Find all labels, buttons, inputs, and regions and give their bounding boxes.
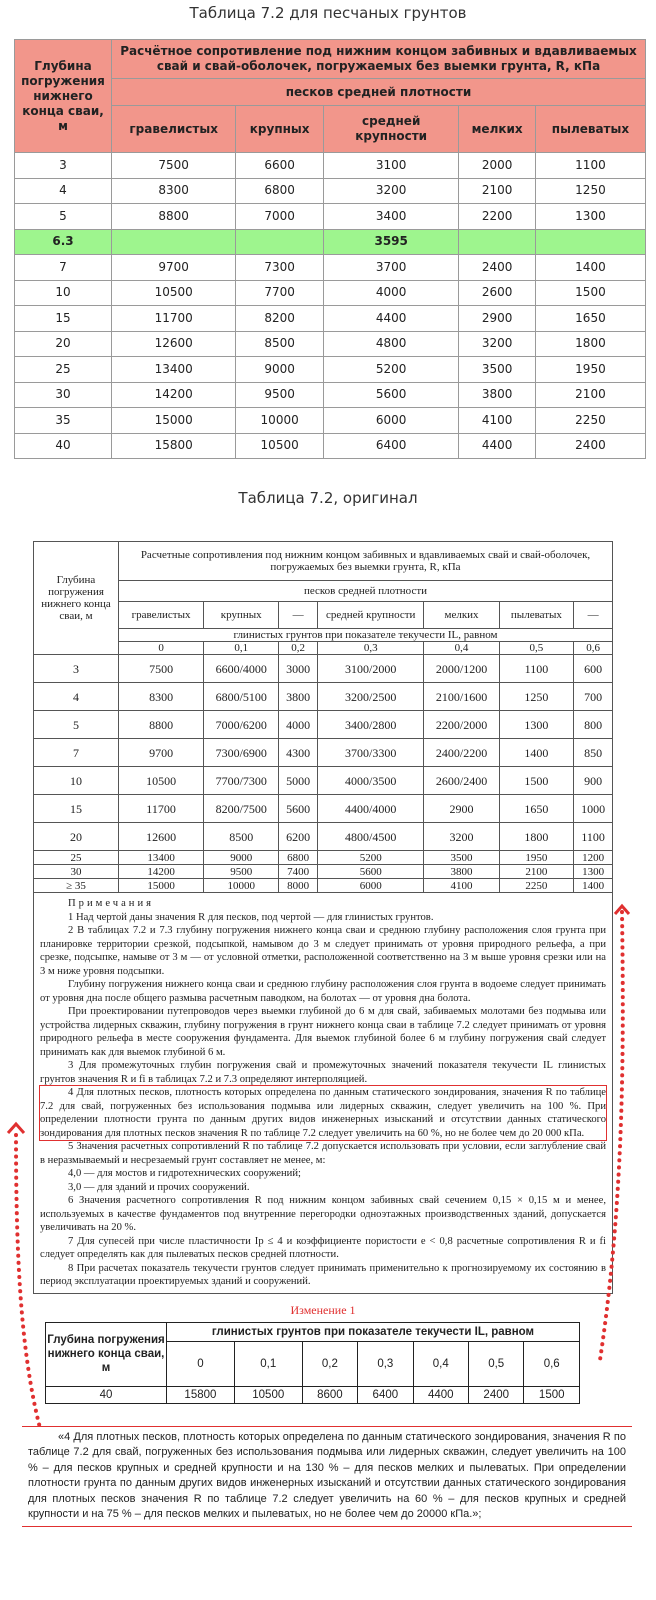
depth-cell: 30 (34, 865, 119, 879)
table-row (15, 229, 646, 255)
value-cell (236, 229, 324, 255)
sand-clay-value-cell: 2100/1600 (424, 683, 499, 711)
table-title-original: Таблица 7.2, оригинал (238, 489, 418, 507)
value-cell: 8500 (236, 331, 324, 357)
value-cell: 900 (574, 767, 613, 795)
column-header: пылеватых (499, 602, 574, 629)
il-value: 0,4 (424, 642, 499, 655)
note-paragraph: 3 Для промежуточных глубин погружения свай и промежуточных значений показателя текучести IL глинистых грунтов значения R и fi в таблицах 7.2 и 7.3 определяют интерполяцией. (40, 1060, 606, 1085)
depth-header: Глубина погружения нижнего конца сваи, м (15, 40, 112, 153)
depth-cell: 25 (34, 851, 119, 865)
value-cell: 3800 (459, 382, 536, 408)
sand-clay-value-cell: 2200/2000 (424, 711, 499, 739)
depth-header: Глубина погружения нижнего конца сваи, м (46, 1322, 167, 1386)
il-value: 0,1 (234, 1341, 302, 1386)
value-cell: 1500 (535, 280, 645, 306)
column-header: средней крупности (323, 106, 458, 153)
value-cell: 7700 (236, 280, 324, 306)
table-row (15, 433, 646, 459)
value-cell: 2100 (459, 178, 536, 204)
value-cell: 3800 (424, 865, 499, 879)
value-cell: 1250 (499, 683, 574, 711)
value-cell (535, 229, 645, 255)
sand-clay-value-cell: 8200/7500 (204, 795, 279, 823)
value-cell: 2400 (535, 433, 645, 459)
value-cell: 6000 (323, 408, 458, 434)
value-cell: 15000 (112, 408, 236, 434)
column-header: мелких (424, 602, 499, 629)
depth-cell: 3 (34, 655, 119, 683)
value-cell: 2250 (499, 879, 574, 893)
value-cell: 6000 (317, 879, 424, 893)
sand-clay-value-cell: 7300/6900 (204, 739, 279, 767)
value-cell: 3595 (323, 229, 458, 255)
value-cell: 3200 (424, 823, 499, 851)
value-cell: 1500 (499, 767, 574, 795)
sand-clay-value-cell: 4000/3500 (317, 767, 424, 795)
value-cell: 15800 (112, 433, 236, 459)
depth-header: Глубина погружения нижнего конца сваи, м (34, 542, 119, 655)
depth-cell: 7 (34, 739, 119, 767)
table-row (15, 306, 646, 332)
value-cell: 8500 (204, 823, 279, 851)
value-cell: 6800 (236, 178, 324, 204)
table-row (15, 204, 646, 230)
note-paragraph: 8 При расчетах показатель текучести грунтов следует принимать применительно к прогнозируемому их состоянию в период эксплуатации проектируемых зданий и сооружений. (40, 1262, 606, 1287)
depth-cell: 5 (15, 204, 112, 230)
column-header: средней крупности (317, 602, 424, 629)
table-row (15, 280, 646, 306)
value-cell: 9000 (204, 851, 279, 865)
value-cell: 13400 (112, 357, 236, 383)
table-row (34, 683, 613, 711)
table-row (15, 331, 646, 357)
value-cell: 4400 (413, 1386, 468, 1403)
depth-cell: 40 (46, 1386, 167, 1403)
table-row (34, 711, 613, 739)
value-cell: 12600 (119, 823, 204, 851)
value-cell: 2000 (459, 153, 536, 179)
value-cell: 10500 (234, 1386, 302, 1403)
value-cell: 5600 (323, 382, 458, 408)
value-cell: 1800 (535, 331, 645, 357)
table-row (15, 408, 646, 434)
table-row (15, 357, 646, 383)
value-cell: 4000 (323, 280, 458, 306)
value-cell: 6800 (279, 851, 318, 865)
depth-cell: 40 (15, 433, 112, 459)
note-paragraph: 1 Над чертой даны значения R для песков, под чертой — для глинистых грунтов. (68, 911, 434, 923)
value-cell: 1250 (535, 178, 645, 204)
value-cell: 5200 (317, 851, 424, 865)
table-row (34, 767, 613, 795)
value-cell: 5200 (323, 357, 458, 383)
note-paragraph: 7 Для супесей при числе пластичности Ip ≤ 4 и коэффициенте пористости e < 0,8 расчетные сопротивления R и fi следует определять как для пылеватых песков средней плотности. (40, 1235, 606, 1260)
value-cell: 10500 (119, 767, 204, 795)
table-row (34, 865, 613, 879)
value-cell: 4100 (459, 408, 536, 434)
value-cell: 1400 (535, 255, 645, 281)
il-value: 0,4 (413, 1341, 468, 1386)
value-cell: 10500 (112, 280, 236, 306)
value-cell: 850 (574, 739, 613, 767)
il-value: 0,6 (524, 1341, 580, 1386)
value-cell: 2900 (459, 306, 536, 332)
value-cell: 700 (574, 683, 613, 711)
column-header: пылеватых (535, 106, 645, 153)
value-cell: 6200 (279, 823, 318, 851)
sand-clay-value-cell: 3200/2500 (317, 683, 424, 711)
value-cell: 1300 (499, 711, 574, 739)
il-value: 0 (119, 642, 204, 655)
sand-clay-value-cell: 7700/7300 (204, 767, 279, 795)
value-cell: 1200 (574, 851, 613, 865)
value-cell: 9700 (119, 739, 204, 767)
value-cell: 1950 (499, 851, 574, 865)
value-cell: 2900 (424, 795, 499, 823)
value-cell: 4400 (323, 306, 458, 332)
depth-cell: 35 (15, 408, 112, 434)
table-row (15, 178, 646, 204)
value-cell: 7000 (236, 204, 324, 230)
note-paragraph: При проектировании путепроводов через выемки глубиной до 6 м для свай, забиваемых молотами без подмыва или устройства лидерных скважин, глубину погружения в грунт нижнего конца сваи в таблице 7.2 следует принимать от уровня природного рельефа в месте сооружения фундамента. Для выемок глубиной более 6 м глубину погружения свай следует принимать как для выемок глубиной 6 м. (40, 1006, 606, 1058)
depth-cell: 15 (34, 795, 119, 823)
value-cell: 4300 (279, 739, 318, 767)
value-cell: 14200 (119, 865, 204, 879)
value-cell: 1100 (499, 655, 574, 683)
value-cell: 1800 (499, 823, 574, 851)
depth-cell: 15 (15, 306, 112, 332)
change-label: Изменение 1 (290, 1302, 356, 1317)
note-paragraph: 3,0 — для зданий и прочих сооружений. (68, 1181, 250, 1193)
note-paragraph: 4,0 — для мостов и гидротехнических сооружений; (68, 1168, 301, 1179)
column-header: мелких (459, 106, 536, 153)
value-cell: 1650 (535, 306, 645, 332)
column-header: крупных (204, 602, 279, 629)
sand-clay-value-cell: 3100/2000 (317, 655, 424, 683)
value-cell: 9500 (236, 382, 324, 408)
sand-clay-value-cell: 6800/5100 (204, 683, 279, 711)
table-row (15, 153, 646, 179)
main-header: Расчётное сопротивление под нижним концом забивных и вдавливаемых свай и свай-оболочек, погружаемых без выемки грунта, R, кПа (112, 40, 646, 79)
value-cell: 3000 (279, 655, 318, 683)
note-paragraph: 5 Значения расчетных сопротивлений R по таблице 7.2 допускается использовать при условии, если заглубление свай в неразмываемый и несрезаемый грунт составляет не менее, м: (40, 1141, 606, 1166)
table-row (34, 823, 613, 851)
value-cell: 5600 (317, 865, 424, 879)
value-cell: 8000 (279, 879, 318, 893)
sand-clay-value-cell: 2000/1200 (424, 655, 499, 683)
value-cell: 4000 (279, 711, 318, 739)
value-cell: 800 (574, 711, 613, 739)
note-paragraph: 2 В таблицах 7.2 и 7.3 глубину погружения нижнего конца сваи и среднюю глубину расположения слоя грунта при планировке территории срезкой, подсыпкой, намывом до 3 м следует принимать от уровня природного рельефа, а при срезке, подсыпке, намыве от 3 м — от условной отметки, расположенной соответственно на 3 м выше уровня срезки или на 3 м ниже уровня подсыпки. (40, 925, 606, 977)
depth-cell: 6.3 (15, 229, 112, 255)
value-cell: 1650 (499, 795, 574, 823)
amendment-table (45, 1322, 580, 1404)
value-cell: 9000 (236, 357, 324, 383)
il-value: 0,2 (279, 642, 318, 655)
value-cell: 2200 (459, 204, 536, 230)
table-row (34, 795, 613, 823)
value-cell (112, 229, 236, 255)
sub-header: песков средней плотности (112, 79, 646, 106)
value-cell: 7300 (236, 255, 324, 281)
value-cell: 4100 (424, 879, 499, 893)
value-cell (459, 229, 536, 255)
value-cell: 3500 (459, 357, 536, 383)
value-cell: 1000 (574, 795, 613, 823)
sand-clay-value-cell: 3400/2800 (317, 711, 424, 739)
depth-cell: 5 (34, 711, 119, 739)
il-value: 0,3 (317, 642, 424, 655)
sand-clay-value-cell: 7000/6200 (204, 711, 279, 739)
depth-cell: 7 (15, 255, 112, 281)
value-cell: 6400 (323, 433, 458, 459)
amendment-text: «4 Для плотных песков, плотность которых определена по данным статического зондирования, значения R по таблице 7.2 для свай, погруженных без использования подмыва или лидерных скважин, следует увеличить на 100 % – для песков крупных и средней крупности и на 130 % – для песков мелких и пылеватых. При определении плотности грунта по данным других видов инженерных изысканий и отсутствии данных статического зондирования для плотных песков значения R по таблице 7.2 следует увеличить на 60 % – для песков крупных и средней крупности и на 75 % – для песков мелких и пылеватых, но не более чем до 20000 кПа.»; (28, 1430, 626, 1521)
table-row (15, 255, 646, 281)
sandy-soils-table (14, 39, 646, 459)
value-cell: 2250 (535, 408, 645, 434)
value-cell: 3200 (323, 178, 458, 204)
column-header: — (574, 602, 613, 629)
il-value: 0,6 (574, 642, 613, 655)
value-cell: 2400 (459, 255, 536, 281)
value-cell: 8300 (119, 683, 204, 711)
sand-clay-value-cell: 6600/4000 (204, 655, 279, 683)
sand-clay-value-cell: 2600/2400 (424, 767, 499, 795)
value-cell: 3700 (323, 255, 458, 281)
depth-cell: 20 (15, 331, 112, 357)
column-header: гравелистых (119, 602, 204, 629)
column-header: гравелистых (112, 106, 236, 153)
column-header: — (279, 602, 318, 629)
value-cell: 11700 (119, 795, 204, 823)
value-cell: 7500 (112, 153, 236, 179)
note-paragraph: 4 Для плотных песков, плотность которых определена по данным статического зондирования, значения R по таблице 7.2 для свай, погруженных без использования подмыва или лидерных скважин, следует увеличить на 100 %. При определении плотности грунта по данным других видов инженерных изысканий и отсутствии данных статического зондирования для плотных песков значения R по таблице 7.2 следует увеличить на 60 %, но не более чем до 20 000 кПа. (40, 1087, 606, 1139)
value-cell: 3800 (279, 683, 318, 711)
value-cell: 1400 (574, 879, 613, 893)
arrow-head-icon (8, 1124, 24, 1133)
value-cell: 3400 (323, 204, 458, 230)
notes-heading: Примечания (68, 898, 154, 909)
value-cell: 7500 (119, 655, 204, 683)
note-paragraph: Глубину погружения нижнего конца сваи и среднюю глубину расположения слоя грунта в водоеме следует принимать от уровня дна после общего размыва расчетным паводком, на болотах — от уровня дна болота. (40, 979, 606, 1004)
note-paragraph: 6 Значения расчетного сопротивления R под нижним концом забивных свай сечением 0,15 × 0,15 м и менее, используемых в качестве фундаментов под внутренние перегородки одноэтажных производственных зданий, допускается увеличивать на 20 %. (40, 1195, 606, 1233)
value-cell: 10500 (236, 433, 324, 459)
il-value: 0,2 (302, 1341, 357, 1386)
value-cell: 10000 (236, 408, 324, 434)
value-cell: 14200 (112, 382, 236, 408)
value-cell: 1500 (524, 1386, 580, 1403)
value-cell: 6600 (236, 153, 324, 179)
value-cell: 3200 (459, 331, 536, 357)
value-cell: 5000 (279, 767, 318, 795)
sub-header: песков средней плотности (119, 581, 613, 602)
depth-cell: 4 (34, 683, 119, 711)
value-cell: 2100 (535, 382, 645, 408)
value-cell: 11700 (112, 306, 236, 332)
value-cell: 8300 (112, 178, 236, 204)
depth-cell: 25 (15, 357, 112, 383)
value-cell: 3100 (323, 153, 458, 179)
value-cell: 15000 (119, 879, 204, 893)
value-cell: 9500 (204, 865, 279, 879)
table-row (15, 382, 646, 408)
value-cell: 8800 (119, 711, 204, 739)
depth-cell: 4 (15, 178, 112, 204)
sand-clay-value-cell: 2400/2200 (424, 739, 499, 767)
table-row (34, 851, 613, 865)
value-cell: 8600 (302, 1386, 357, 1403)
sand-clay-value-cell: 3700/3300 (317, 739, 424, 767)
value-cell: 13400 (119, 851, 204, 865)
il-value: 0,1 (204, 642, 279, 655)
il-value: 0,3 (358, 1341, 413, 1386)
value-cell: 2100 (499, 865, 574, 879)
sand-clay-value-cell: 4800/4500 (317, 823, 424, 851)
value-cell: 1100 (574, 823, 613, 851)
arrow-head-icon (615, 906, 629, 914)
notes (33, 893, 613, 1294)
value-cell: 4400 (459, 433, 536, 459)
il-value: 0,5 (499, 642, 574, 655)
value-cell: 15800 (167, 1386, 235, 1403)
value-cell: 12600 (112, 331, 236, 357)
depth-cell: 10 (34, 767, 119, 795)
value-cell: 600 (574, 655, 613, 683)
table-row (34, 655, 613, 683)
value-cell: 4800 (323, 331, 458, 357)
clay-header: глинистых грунтов при показателе текучести IL, равном (119, 629, 613, 642)
sand-clay-value-cell: 4400/4000 (317, 795, 424, 823)
amendment-note (22, 1426, 632, 1528)
value-cell: 8200 (236, 306, 324, 332)
value-cell: 1950 (535, 357, 645, 383)
original-section (28, 541, 626, 1527)
value-cell: 5600 (279, 795, 318, 823)
il-value: 0 (167, 1341, 235, 1386)
clay-header: глинистых грунтов при показателе текучести IL, равном (167, 1322, 580, 1341)
main-header: Расчетные сопротивления под нижним концом забивных и вдавливаемых свай и свай-оболочек, погружаемых без выемки грунта, R, кПа (119, 542, 613, 581)
value-cell: 1100 (535, 153, 645, 179)
value-cell: 1300 (574, 865, 613, 879)
table-row (34, 879, 613, 893)
value-cell: 8800 (112, 204, 236, 230)
depth-cell: 30 (15, 382, 112, 408)
value-cell: 7400 (279, 865, 318, 879)
value-cell: 6400 (358, 1386, 413, 1403)
value-cell: 2400 (469, 1386, 524, 1403)
depth-cell: ≥ 35 (34, 879, 119, 893)
il-value: 0,5 (469, 1341, 524, 1386)
depth-cell: 3 (15, 153, 112, 179)
table-row (34, 739, 613, 767)
value-cell: 1400 (499, 739, 574, 767)
value-cell: 2600 (459, 280, 536, 306)
table-title-sandy: Таблица 7.2 для песчаных грунтов (189, 4, 467, 22)
depth-cell: 20 (34, 823, 119, 851)
column-header: крупных (236, 106, 324, 153)
value-cell: 3500 (424, 851, 499, 865)
value-cell: 1300 (535, 204, 645, 230)
depth-cell: 10 (15, 280, 112, 306)
original-table (33, 541, 613, 893)
value-cell: 9700 (112, 255, 236, 281)
value-cell: 10000 (204, 879, 279, 893)
